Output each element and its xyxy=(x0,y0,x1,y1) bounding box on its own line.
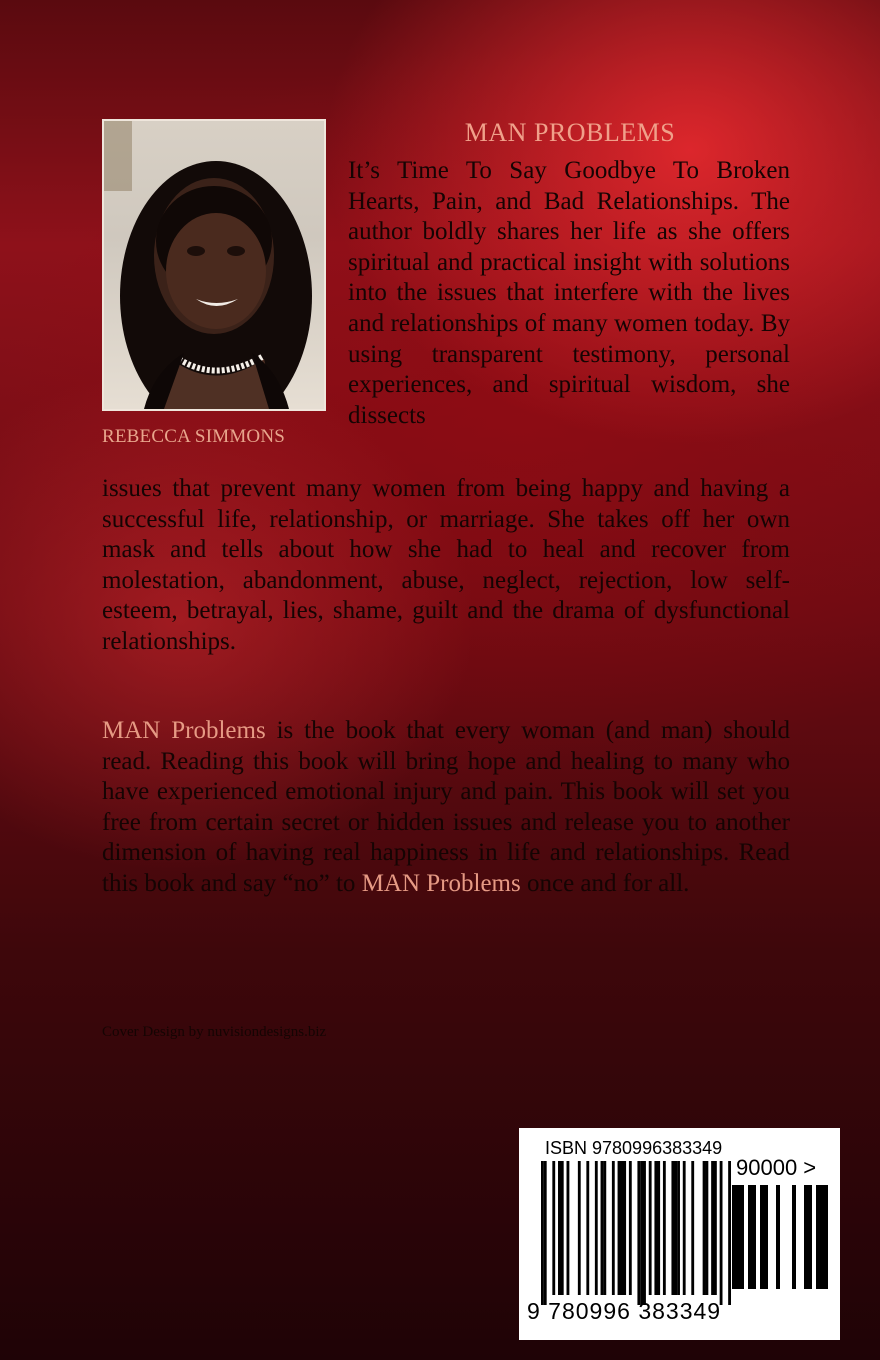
barcode-bar xyxy=(603,1161,606,1295)
barcode-bar xyxy=(671,1161,677,1295)
barcode-bar xyxy=(720,1161,723,1305)
barcode-bar xyxy=(558,1161,564,1295)
addon-barcode-bars xyxy=(732,1185,828,1289)
barcode-bar xyxy=(663,1161,666,1295)
barcode-bar xyxy=(677,1161,680,1295)
cover-design-credit: Cover Design by nuvisiondesigns.biz xyxy=(102,1024,327,1040)
recommendation-text-a: is the book that every woman (and man) should read. Reading this book will bring hope and healing to many who have experienced emotional injury and pain. This book will set you free from certain secret or hidden issues and release you to another dimension of having real happiness in life and relationships. Read this book and say “no” to xyxy=(102,717,790,897)
barcode-bar xyxy=(792,1185,796,1289)
barcode-bar xyxy=(711,1161,717,1295)
barcode-bar xyxy=(586,1161,589,1295)
barcode-bar xyxy=(618,1161,627,1295)
barcode-bar xyxy=(649,1161,652,1295)
barcode-bar xyxy=(654,1161,660,1295)
barcode-bar xyxy=(637,1161,640,1305)
isbn-barcode xyxy=(519,1128,840,1340)
barcode-bar xyxy=(683,1161,686,1295)
author-name-caption: REBECCA SIMMONS xyxy=(102,426,286,447)
barcode-bar xyxy=(703,1161,706,1295)
barcode-bar xyxy=(820,1185,828,1289)
barcode-bar xyxy=(567,1161,570,1295)
barcode-bar xyxy=(748,1185,752,1289)
blurb-paragraph-part2: issues that prevent many women from being happy and having a successful life, relationship, or marriage. She takes off her own mask and tells about how she had to heal and recover from molestation, abandonment, abuse, neglect, rejection, low self-esteem, betrayal, lies, shame, guilt and the drama of dysfunctional relationships. xyxy=(102,475,790,655)
price-code: 90000 > xyxy=(736,1155,817,1180)
recommendation-paragraph xyxy=(102,716,790,900)
barcode-bar xyxy=(732,1185,736,1289)
title-reference: MAN Problems xyxy=(102,717,266,744)
barcode-bar xyxy=(816,1185,820,1289)
recommendation-text-b: once and for all. xyxy=(520,869,690,897)
barcode-bar xyxy=(595,1161,598,1295)
barcode-bar xyxy=(552,1161,555,1295)
barcode-bar xyxy=(728,1161,731,1305)
barcode-bar xyxy=(612,1161,615,1295)
author-portrait-image xyxy=(104,121,324,409)
barcode-bar xyxy=(544,1161,547,1305)
barcode-bar xyxy=(640,1161,646,1305)
barcode-bar xyxy=(541,1161,544,1305)
barcode-bar xyxy=(776,1185,780,1289)
barcode-bar xyxy=(578,1161,581,1295)
barcode-bar xyxy=(760,1185,768,1289)
barcode-bar xyxy=(601,1161,604,1295)
author-photo xyxy=(102,119,326,411)
title-reference-2: MAN Problems xyxy=(361,869,521,897)
book-title-heading: MAN PROBLEMS xyxy=(464,118,676,147)
barcode-bar xyxy=(691,1161,694,1295)
isbn-digits: 9 780996 383349 xyxy=(527,1298,722,1324)
barcode-bar xyxy=(736,1185,744,1289)
barcode-bar xyxy=(705,1161,708,1295)
barcode-bar xyxy=(804,1185,812,1289)
barcode-bar xyxy=(629,1161,632,1295)
barcode-bar xyxy=(752,1185,756,1289)
barcode-bars xyxy=(541,1161,731,1305)
isbn-label: ISBN 9780996383349 xyxy=(545,1138,723,1158)
blurb-paragraph-part1: It’s Time To Say Goodbye To Broken Hearts, Pain, and Bad Relationships. The author boldly shares her life as she offers spiritual and practical insight with solutions into the issues that interfere with the lives and relationships of many women today. By using transparent testimony, personal experiences, and spiritual wisdom, she dissects xyxy=(348,157,790,429)
